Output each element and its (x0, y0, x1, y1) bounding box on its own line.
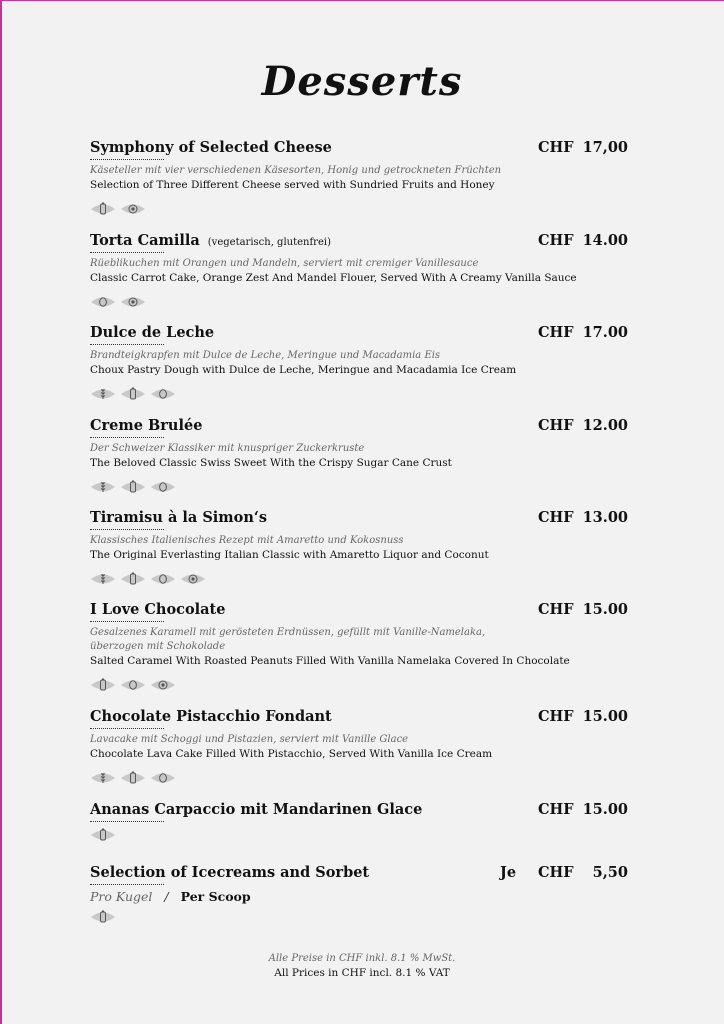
bottle-icon (90, 910, 116, 924)
item-per-label: Je (500, 864, 517, 881)
egg-icon (90, 295, 116, 309)
wheat-icon (90, 480, 116, 494)
page-frame-top (0, 0, 724, 1)
bottle-icon (120, 480, 146, 494)
item-currency: CHF (538, 232, 574, 249)
item-name: Tiramisu à la Simon‘s (90, 509, 268, 526)
wheat-icon (90, 387, 116, 401)
item-price: 13.00 (582, 509, 628, 526)
per-scoop-en: Per Scoop (180, 889, 251, 904)
menu-item (90, 417, 630, 496)
allergen-icons (90, 480, 630, 496)
allergen-icons (90, 678, 630, 694)
egg-icon (150, 771, 176, 785)
item-price: 17,00 (582, 139, 628, 156)
bottle-icon (90, 202, 116, 216)
item-price: 15.00 (582, 801, 628, 818)
allergen-icons (90, 771, 630, 787)
item-price: 15.00 (582, 601, 628, 618)
egg-icon (120, 678, 146, 692)
item-description-en: Choux Pastry Dough with Dulce de Leche, Meringue and Macadamia Ice Cream (90, 364, 517, 376)
item-description-de: Gesalzenes Karamell mit gerösteten Erdnüssen, gefüllt mit Vanille-Namelaka, überzogen mit Schokolade (90, 627, 486, 652)
item-name: Selection of Icecreams and Sorbet (90, 864, 370, 881)
item-name: Symphony of Selected Cheese (90, 139, 332, 156)
allergen-icons (90, 202, 630, 218)
item-description-en: Chocolate Lava Cake Filled With Pistacchio, Served With Vanilla Ice Cream (90, 748, 493, 760)
item-description-de: Rüeblikuchen mit Orangen und Mandeln, serviert mit cremiger Vanillesauce (90, 258, 479, 269)
bottle-icon (120, 572, 146, 586)
item-price: 17.00 (582, 324, 628, 341)
flower-icon (120, 295, 146, 309)
item-price: 15.00 (582, 708, 628, 725)
item-currency: CHF (538, 864, 574, 881)
item-currency: CHF (538, 324, 574, 341)
price-footer (0, 951, 724, 981)
flower-icon (120, 202, 146, 216)
footer-line-de: Alle Preise in CHF inkl. 8.1 % MwSt. (268, 953, 456, 964)
allergen-icons (90, 828, 630, 844)
item-description-de: Käseteller mit vier verschiedenen Käsesorten, Honig und getrockneten Früchten (90, 165, 502, 176)
menu-item-icecream (90, 864, 630, 926)
flower-icon (150, 678, 176, 692)
item-description-de: Lavacake mit Schoggi und Pistazien, serviert mit Vanille Glace (90, 734, 409, 745)
allergen-icons (90, 910, 630, 926)
allergen-icons (90, 295, 630, 311)
item-description-en: The Beloved Classic Swiss Sweet With the Crispy Sugar Cane Crust (90, 457, 452, 469)
item-currency: CHF (538, 801, 574, 818)
bottle-icon (90, 828, 116, 842)
item-description-de: Der Schweizer Klassiker mit knuspriger Zuckerkruste (90, 443, 365, 454)
egg-icon (150, 387, 176, 401)
item-price: 12.00 (582, 417, 628, 434)
bottle-icon (120, 387, 146, 401)
allergen-icons (90, 572, 630, 588)
egg-icon (150, 480, 176, 494)
egg-icon (150, 572, 176, 586)
item-name: Ananas Carpaccio mit Mandarinen Glace (90, 801, 423, 818)
item-name: Dulce de Leche (90, 324, 215, 341)
page-title: Desserts (261, 58, 463, 105)
item-currency: CHF (538, 708, 574, 725)
item-description-en: The Original Everlasting Italian Classic with Amaretto Liquor and Coconut (90, 549, 489, 561)
item-name: I Love Chocolate (90, 601, 226, 618)
menu-item (90, 509, 630, 588)
item-currency: CHF (538, 509, 574, 526)
bottle-icon (120, 771, 146, 785)
wheat-icon (90, 572, 116, 586)
menu-item (90, 232, 630, 311)
menu-item (90, 324, 630, 403)
item-description-en: Salted Caramel With Roasted Peanuts Filled With Vanilla Namelaka Covered In Chocolate (90, 655, 570, 667)
bottle-icon (90, 678, 116, 692)
item-name: Creme Brulée (90, 417, 203, 434)
menu-item (90, 801, 630, 844)
menu-item (90, 708, 630, 787)
wheat-icon (90, 771, 116, 785)
item-note: (vegetarisch, glutenfrei) (207, 237, 331, 248)
item-currency: CHF (538, 417, 574, 434)
item-currency: CHF (538, 601, 574, 618)
per-scoop-line (90, 889, 630, 905)
item-name: Chocolate Pistacchio Fondant (90, 708, 332, 725)
item-price: 14.00 (582, 232, 628, 249)
item-description-en: Classic Carrot Cake, Orange Zest And Mandel Flouer, Served With A Creamy Vanilla Sauce (90, 272, 577, 284)
per-scoop-separator: / (164, 889, 169, 904)
item-description-de: Brandteigkrapfen mit Dulce de Leche, Meringue und Macadamia Eis (90, 350, 441, 361)
item-currency: CHF (538, 139, 574, 156)
menu-item (90, 139, 630, 218)
item-price: 5,50 (592, 864, 628, 881)
item-name: Torta Camilla (vegetarisch, glutenfrei) (90, 232, 331, 249)
item-description-de: Klassisches Italienisches Rezept mit Amaretto und Kokosnuss (90, 535, 404, 546)
flower-icon (180, 572, 206, 586)
page-frame-left (0, 0, 2, 1024)
per-scoop-de: Pro Kugel (90, 889, 153, 904)
allergen-icons (90, 387, 630, 403)
footer-line-en: All Prices in CHF incl. 8.1 % VAT (274, 967, 450, 979)
item-description-en: Selection of Three Different Cheese served with Sundried Fruits and Honey (90, 179, 495, 191)
menu-item (90, 601, 630, 694)
